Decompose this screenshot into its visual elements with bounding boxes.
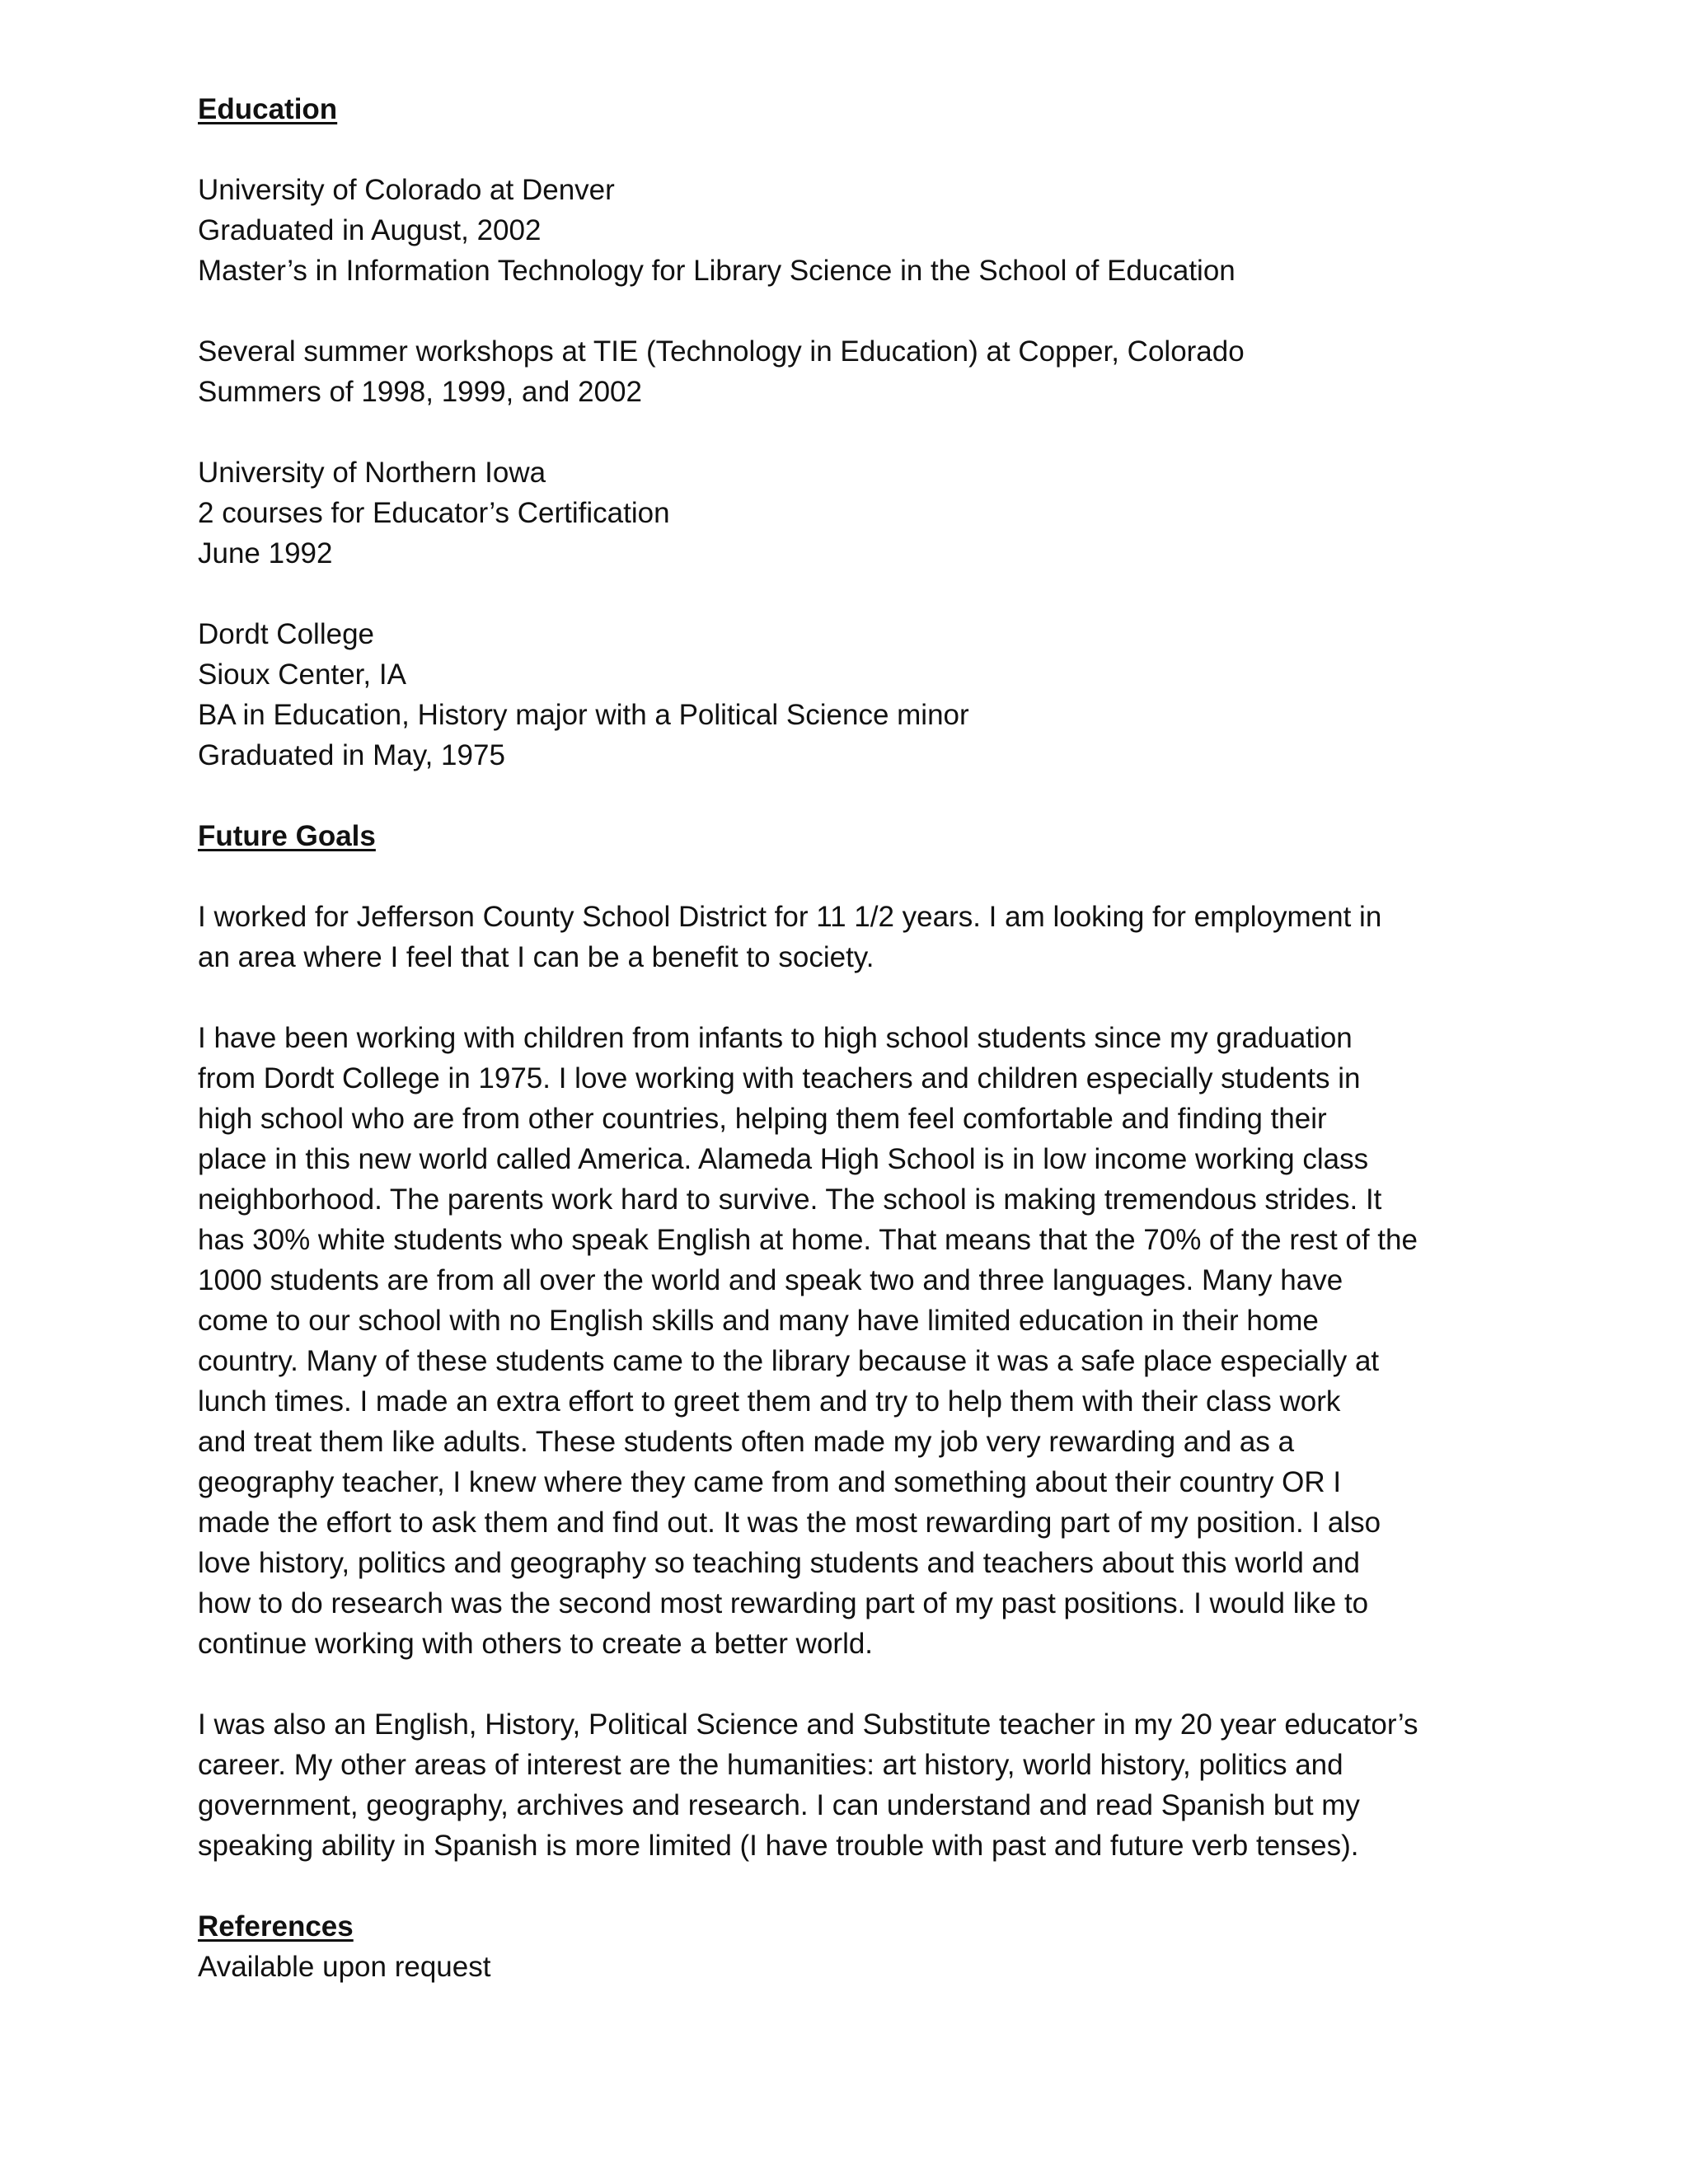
- paragraph-line: career. My other areas of interest are the humanities: art history, world history, politics and: [198, 1749, 1343, 1781]
- paragraph-line: an area where I feel that I can be a benefit to society.: [198, 941, 874, 973]
- education-line: Summers of 1998, 1999, and 2002: [198, 376, 642, 408]
- resume-page: [198, 89, 1500, 1987]
- references-heading: References: [198, 1910, 354, 1943]
- education-line: Graduated in August, 2002: [198, 214, 542, 246]
- paragraph-line: I worked for Jefferson County School District for 11 1/2 years. I am looking for employment in: [198, 901, 1382, 933]
- education-entry-ucd: [198, 170, 1500, 291]
- paragraph-line: how to do research was the second most rewarding part of my past positions. I would like to: [198, 1587, 1369, 1619]
- education-line: June 1992: [198, 537, 333, 569]
- education-heading: Education: [198, 93, 338, 125]
- paragraph-line: I was also an English, History, Political Science and Substitute teacher in my 20 year educator’s: [198, 1708, 1418, 1741]
- paragraph-line: country. Many of these students came to the library because it was a safe place especially at: [198, 1345, 1380, 1377]
- paragraph-line: love history, politics and geography so teaching students and teachers about this world and: [198, 1547, 1360, 1579]
- paragraph-line: made the effort to ask them and find out. It was the most rewarding part of my position. I also: [198, 1507, 1381, 1539]
- education-line: Sioux Center, IA: [198, 658, 406, 691]
- paragraph-line: continue working with others to create a better world.: [198, 1628, 874, 1660]
- paragraph-line: from Dordt College in 1975. I love working with teachers and children especially students in: [198, 1062, 1361, 1094]
- education-line: BA in Education, History major with a Political Science minor: [198, 699, 969, 731]
- future-goals-paragraph-1: [198, 897, 1500, 977]
- future-goals-paragraph-3: [198, 1704, 1500, 1866]
- paragraph-line: lunch times. I made an extra effort to greet them and try to help them with their class work: [198, 1385, 1341, 1418]
- education-entry-dordt: [198, 614, 1500, 776]
- paragraph-line: geography teacher, I knew where they came from and something about their country OR I: [198, 1466, 1342, 1498]
- education-line: 2 courses for Educator’s Certification: [198, 497, 670, 529]
- education-line: University of Northern Iowa: [198, 457, 546, 489]
- education-line: University of Colorado at Denver: [198, 174, 615, 206]
- education-line: Graduated in May, 1975: [198, 739, 505, 771]
- education-line: Several summer workshops at TIE (Technology in Education) at Copper, Colorado: [198, 335, 1245, 368]
- paragraph-line: has 30% white students who speak English at home. That means that the 70% of the rest of the: [198, 1224, 1418, 1256]
- education-line: Dordt College: [198, 618, 374, 650]
- paragraph-line: I have been working with children from infants to high school students since my graduation: [198, 1022, 1353, 1054]
- paragraph-line: speaking ability in Spanish is more limited (I have trouble with past and future verb tenses).: [198, 1830, 1359, 1862]
- paragraph-line: government, geography, archives and research. I can understand and read Spanish but my: [198, 1789, 1360, 1821]
- paragraph-line: come to our school with no English skills and many have limited education in their home: [198, 1305, 1319, 1337]
- paragraph-line: high school who are from other countries, helping them feel comfortable and finding their: [198, 1103, 1327, 1135]
- paragraph-line: neighborhood. The parents work hard to survive. The school is making tremendous strides. It: [198, 1183, 1382, 1216]
- education-entry-uni: [198, 452, 1500, 574]
- paragraph-line: 1000 students are from all over the world and speak two and three languages. Many have: [198, 1264, 1343, 1296]
- education-entry-tie: [198, 331, 1500, 412]
- paragraph-line: and treat them like adults. These students often made my job very rewarding and as a: [198, 1426, 1295, 1458]
- paragraph-line: place in this new world called America. Alameda High School is in low income working class: [198, 1143, 1369, 1175]
- references-text: Available upon request: [198, 1951, 491, 1983]
- future-goals-paragraph-2: [198, 1018, 1500, 1664]
- future-goals-heading: Future Goals: [198, 820, 376, 852]
- education-line: Master’s in Information Technology for Library Science in the School of Education: [198, 255, 1236, 287]
